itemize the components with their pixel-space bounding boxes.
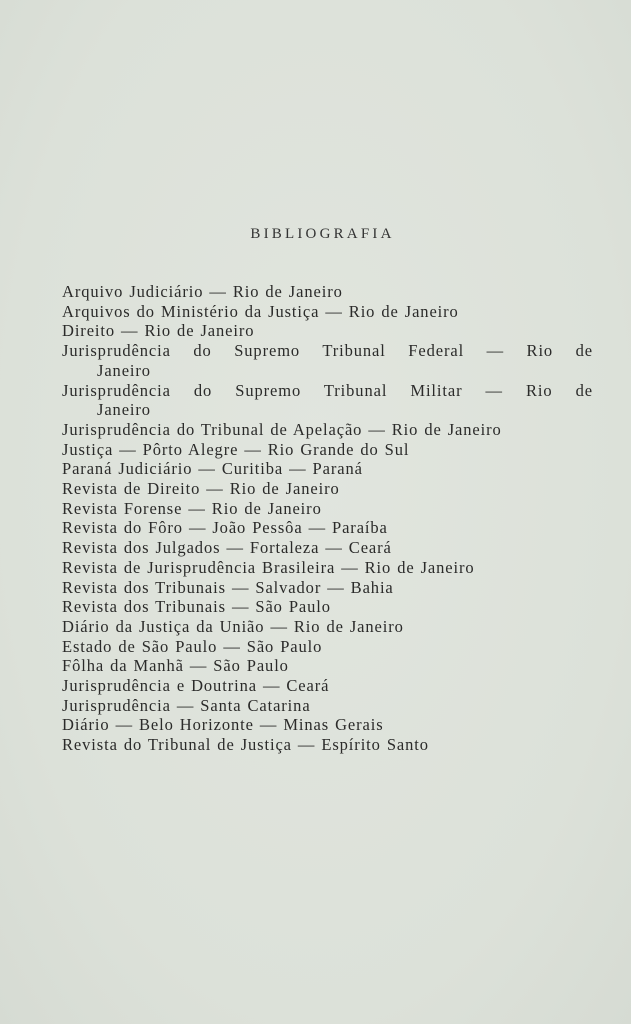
entry-continuation-line: Janeiro xyxy=(97,400,151,420)
bibliography-entry xyxy=(62,558,593,578)
entry-line: Revista dos Tribunais — Salvador — Bahia xyxy=(62,577,394,597)
bibliography-entry xyxy=(62,321,593,341)
entry-line: Arquivos do Ministério da Justiça — Rio de Janeiro xyxy=(62,301,459,321)
bibliography-entry xyxy=(62,440,593,460)
bibliography-entry xyxy=(62,518,593,538)
bibliography-entry xyxy=(62,597,593,617)
bibliography-entry xyxy=(62,696,593,716)
bibliography-entry xyxy=(62,538,593,558)
bibliography-entry xyxy=(62,617,593,637)
entry-line: Fôlha da Manhã — São Paulo xyxy=(62,656,289,676)
entry-line: Revista do Tribunal de Justiça — Espírito Santo xyxy=(62,735,429,755)
entry-line: Estado de São Paulo — São Paulo xyxy=(62,636,323,656)
entry-line: Revista de Direito — Rio de Janeiro xyxy=(62,479,340,499)
entry-line: Revista dos Tribunais — São Paulo xyxy=(62,597,331,617)
bibliography-entry xyxy=(62,578,593,598)
bibliography-entry xyxy=(62,735,593,755)
entry-line: Jurisprudência — Santa Catarina xyxy=(62,695,311,715)
bibliography-entry xyxy=(62,656,593,676)
entry-line: Jurisprudência do Supremo Tribunal Federal — Rio de xyxy=(62,341,593,361)
entry-line: Revista do Fôro — João Pessôa — Paraíba xyxy=(62,518,388,538)
page-title: BIBLIOGRAFIA xyxy=(250,226,395,242)
entry-line: Jurisprudência do Supremo Tribunal Militar — Rio de xyxy=(62,380,593,400)
entry-line: Diário — Belo Horizonte — Minas Gerais xyxy=(62,715,384,735)
entry-line: Diário da Justiça da União — Rio de Janeiro xyxy=(62,616,404,636)
bibliography-entry xyxy=(62,479,593,499)
bibliography-entry xyxy=(62,637,593,657)
bibliography-list xyxy=(62,282,593,755)
entry-line: Paraná Judiciário — Curitiba — Paraná xyxy=(62,459,363,479)
entry-line: Direito — Rio de Janeiro xyxy=(62,321,255,341)
entry-line: Arquivo Judiciário — Rio de Janeiro xyxy=(62,282,343,301)
bibliography-entry xyxy=(62,459,593,479)
entry-line: Jurisprudência do Tribunal de Apelação — Rio de Janeiro xyxy=(62,419,502,439)
bibliography-entry xyxy=(62,715,593,735)
entry-line: Justiça — Pôrto Alegre — Rio Grande do Sul xyxy=(62,439,410,459)
bibliography-entry xyxy=(62,302,593,322)
bibliography-entry xyxy=(62,381,593,420)
entry-line: Revista dos Julgados — Fortaleza — Ceará xyxy=(62,538,392,558)
bibliography-entry xyxy=(62,676,593,696)
entry-continuation-line: Janeiro xyxy=(97,360,151,380)
bibliography-entry xyxy=(62,282,593,302)
bibliography-entry xyxy=(62,341,593,380)
entry-line: Revista de Jurisprudência Brasileira — Rio de Janeiro xyxy=(62,557,475,577)
entry-line: Jurisprudência e Doutrina — Ceará xyxy=(62,676,330,696)
entry-line: Revista Forense — Rio de Janeiro xyxy=(62,498,322,518)
bibliography-entry xyxy=(62,420,593,440)
bibliography-entry xyxy=(62,499,593,519)
